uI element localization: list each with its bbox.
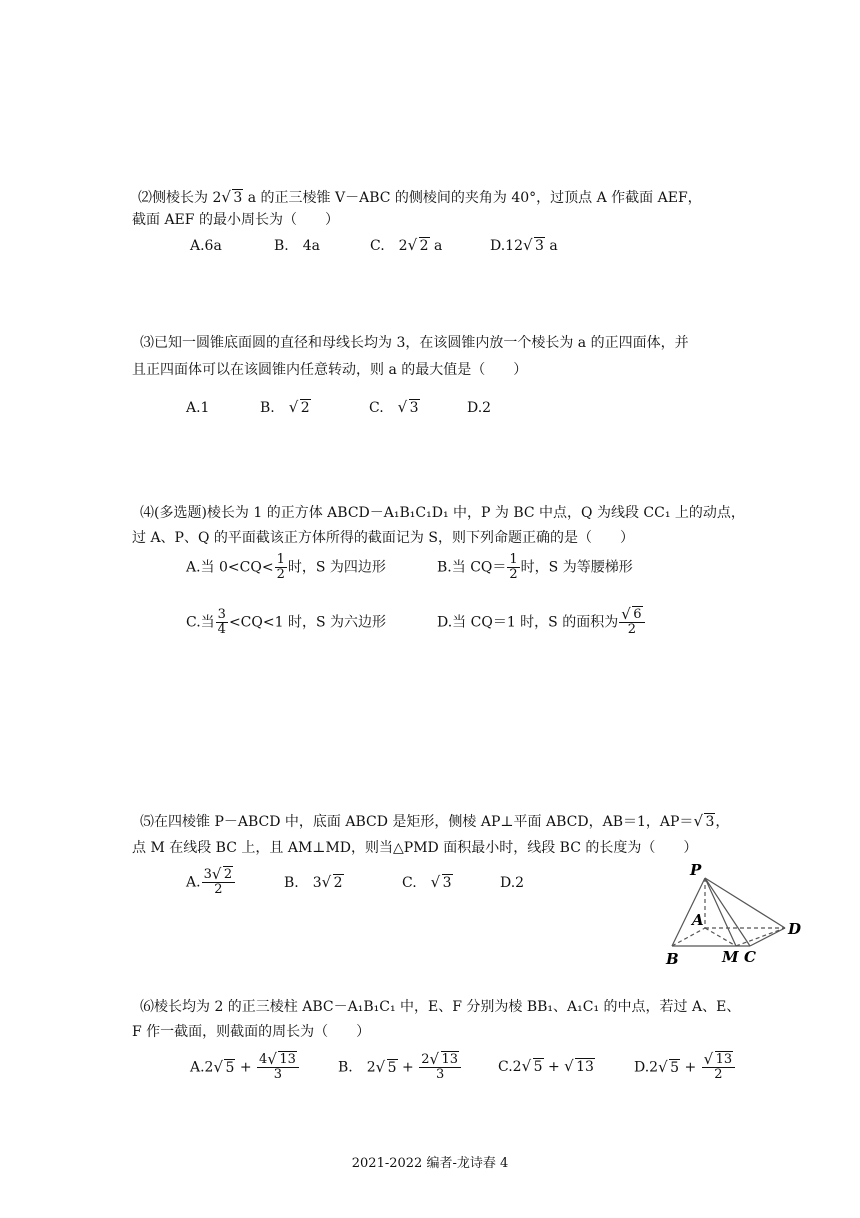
q6-d-rad: 5 (670, 1059, 680, 1076)
q4-b-post: 时，S 为等腰梯形 (520, 559, 633, 576)
q5-b-rad: 2 (333, 875, 343, 891)
q5-c-pre: C. (402, 875, 431, 891)
sqrt-symbol (324, 873, 344, 893)
q6-line2: F 作一截面，则截面的周长为（ ） (132, 1024, 371, 1040)
sqrt-symbol (400, 398, 420, 418)
q2-option-a: A.6a (190, 238, 222, 254)
q4-option-b (437, 553, 633, 582)
q4-d-num (619, 608, 644, 623)
q2-option-b: B. 4a (274, 238, 320, 254)
q4-c-den: 4 (217, 622, 226, 637)
q2-d-rad: 3 (535, 238, 544, 254)
q4-d-pre: D.当 CQ＝1 时，S 的面积为 (437, 614, 619, 631)
sqrt-symbol (566, 1057, 595, 1077)
sqrt-symbol (695, 812, 715, 832)
q4-d-den: 2 (627, 622, 636, 637)
q4-a-pre: A.当 0<CQ< (186, 559, 274, 576)
fraction (619, 608, 644, 637)
q5-b-pre: B. 3 (284, 875, 322, 891)
q6-b-coef: 2 (421, 1052, 430, 1067)
q2-d-post: a (544, 238, 558, 254)
q5-rad: 3 (705, 814, 715, 830)
q6-b-plus: + (397, 1059, 419, 1076)
q4-a-den: 2 (276, 567, 285, 582)
q4-c-pre: C.当 (186, 614, 215, 631)
q5-line2: 点 M 在线段 BC 上，且 AM⊥MD，则当△PMD 面积最小时，线段 BC 的长度为（ ） (132, 840, 698, 856)
q6-a-num (257, 1053, 299, 1068)
q5-text-a: ⑸在四棱锥 P－ABCD 中，底面 ABCD 是矩形，侧棱 AP⊥平面 ABCD，AB＝1，AP＝ (140, 814, 694, 830)
q5-a-coef: 3 (203, 867, 212, 882)
label-C: C (744, 948, 756, 966)
q3-option-d: D.2 (467, 400, 492, 416)
q2-text-b: a 的正三棱锥 V－ABC 的侧棱间的夹角为 40°，过顶点 A 作截面 AEF， (243, 190, 702, 206)
label-M: M (722, 948, 739, 966)
q2-rad: 3 (233, 190, 243, 206)
fraction (419, 1053, 461, 1082)
q4-d-num-rad: 6 (633, 607, 642, 622)
pyramid-figure (660, 858, 810, 968)
sqrt-symbol (432, 1053, 460, 1067)
q6-b-num-rad: 13 (441, 1052, 459, 1067)
label-B: B (666, 950, 679, 968)
q5-c-rad: 3 (442, 875, 452, 891)
q2-c-pre: C. 2 (370, 238, 408, 254)
sqrt-symbol (215, 1058, 235, 1078)
q6-c-pre: C.2 (498, 1059, 522, 1075)
q6-c-rad: 5 (533, 1059, 543, 1075)
sqrt-symbol (410, 236, 430, 256)
sqrt-symbol (525, 236, 545, 256)
q5-option-d: D.2 (500, 875, 525, 891)
q6-c-plus: + (543, 1059, 565, 1075)
q3-option-c (369, 398, 420, 418)
q3-b-pre: B. (260, 400, 289, 416)
q4-option-d (437, 608, 646, 637)
q3-option-b (260, 398, 311, 418)
q6-option-a (190, 1053, 300, 1082)
q6-b-rad: 5 (387, 1059, 397, 1076)
q2-c-post: a (429, 238, 443, 254)
q5-option-a (186, 868, 236, 897)
q4-line1: ⑷(多选题)棱长为 1 的正方体 ABCD－A₁B₁C₁D₁ 中，P 为 BC 中点，Q 为线段 CC₁ 上的动点， (140, 505, 745, 521)
q6-d-plus: + (680, 1059, 701, 1076)
q6-a-plus: + (235, 1059, 257, 1076)
q6-a-pre: A.2 (190, 1059, 214, 1076)
q2-line1 (138, 188, 702, 208)
q6-d-den: 2 (714, 1067, 723, 1082)
sqrt-symbol (291, 398, 311, 418)
sqrt-symbol (433, 873, 453, 893)
q6-option-b (338, 1053, 462, 1082)
label-P: P (690, 861, 702, 879)
q3-line2: 且正四面体可以在该圆锥内任意转动，则 a 的最大值是（ ） (132, 362, 528, 378)
q6-option-c (498, 1057, 595, 1077)
sqrt-symbol (623, 608, 642, 622)
fraction (257, 1053, 299, 1082)
sqrt-symbol (524, 1057, 544, 1077)
q2-d-pre: D.12 (490, 238, 523, 254)
q3-line1: ⑶已知一圆锥底面圆的直径和母线长均为 3，在该圆锥内放一个棱长为 a 的正四面体，并 (140, 335, 689, 351)
q6-d-pre: D.2 (634, 1059, 659, 1076)
q6-b-den: 3 (435, 1067, 445, 1082)
sqrt-symbol (378, 1058, 398, 1078)
q6-line1: ⑹棱长均为 2 的正三棱柱 ABC－A₁B₁C₁ 中，E、F 分别为棱 BB₁、A₁C₁ 的中点，若过 A、E、 (140, 999, 741, 1015)
fraction (702, 1053, 736, 1082)
q5-option-c (402, 873, 453, 893)
q6-a-num-rad: 13 (279, 1052, 296, 1067)
q6-b-num (419, 1053, 461, 1068)
q4-line2: 过 A、P、Q 的平面截该正方体所得的截面记为 S，则下列命题正确的是（ ） (132, 530, 634, 546)
q2-c-rad: 2 (419, 238, 429, 254)
q4-b-den: 2 (509, 567, 518, 582)
q4-option-c (186, 608, 386, 637)
q3-c-rad: 3 (409, 400, 419, 416)
q4-a-num: 1 (276, 552, 285, 567)
q5-a-den: 2 (214, 882, 223, 897)
q4-option-a (186, 553, 386, 582)
q6-a-rad: 5 (225, 1059, 235, 1076)
fraction (216, 608, 228, 637)
sqrt-symbol (269, 1053, 297, 1067)
q2-option-d (490, 236, 558, 256)
q2-option-c (370, 236, 442, 256)
q4-b-num: 1 (509, 552, 518, 567)
q5-line1 (140, 812, 729, 832)
sqrt-symbol (223, 188, 243, 208)
q4-c-post: <CQ<1 时，S 为六边形 (228, 614, 387, 631)
q4-a-post: 时，S 为四边形 (287, 559, 386, 576)
q6-d-num-rad: 13 (715, 1052, 733, 1067)
edge-CD (750, 928, 785, 946)
q3-option-a: A.1 (186, 400, 210, 416)
sqrt-symbol (706, 1053, 734, 1067)
fraction (202, 868, 236, 897)
fraction (275, 553, 287, 582)
q6-option-d (634, 1053, 736, 1082)
sqrt-symbol (660, 1058, 680, 1078)
q6-c-rad2: 13 (576, 1059, 594, 1075)
sqrt-symbol (214, 868, 233, 882)
q6-a-coef: 4 (259, 1052, 268, 1067)
q6-d-num (702, 1053, 736, 1068)
q2-line2: 截面 AEF 的最小周长为（ ） (132, 212, 339, 228)
q5-a-pre: A. (186, 874, 201, 891)
q3-c-pre: C. (369, 400, 398, 416)
fraction (507, 553, 519, 582)
q3-b-rad: 2 (300, 400, 310, 416)
q2-text-a: ⑵侧棱长为 2 (138, 190, 222, 206)
label-D: D (788, 920, 802, 938)
q6-b-pre: B. 2 (338, 1059, 376, 1076)
q5-a-num (202, 868, 236, 883)
q4-c-num: 3 (217, 607, 226, 622)
q5-text-b: ， (715, 814, 730, 830)
q4-b-pre: B.当 CQ＝ (437, 559, 507, 576)
page-footer: 2021-2022 编者-龙诗春 4 (351, 1156, 509, 1171)
q5-option-b (284, 873, 344, 893)
label-A: A (692, 911, 704, 929)
q6-a-den: 3 (273, 1067, 283, 1082)
q5-a-rad: 2 (223, 867, 233, 882)
edge-PC (705, 878, 750, 946)
